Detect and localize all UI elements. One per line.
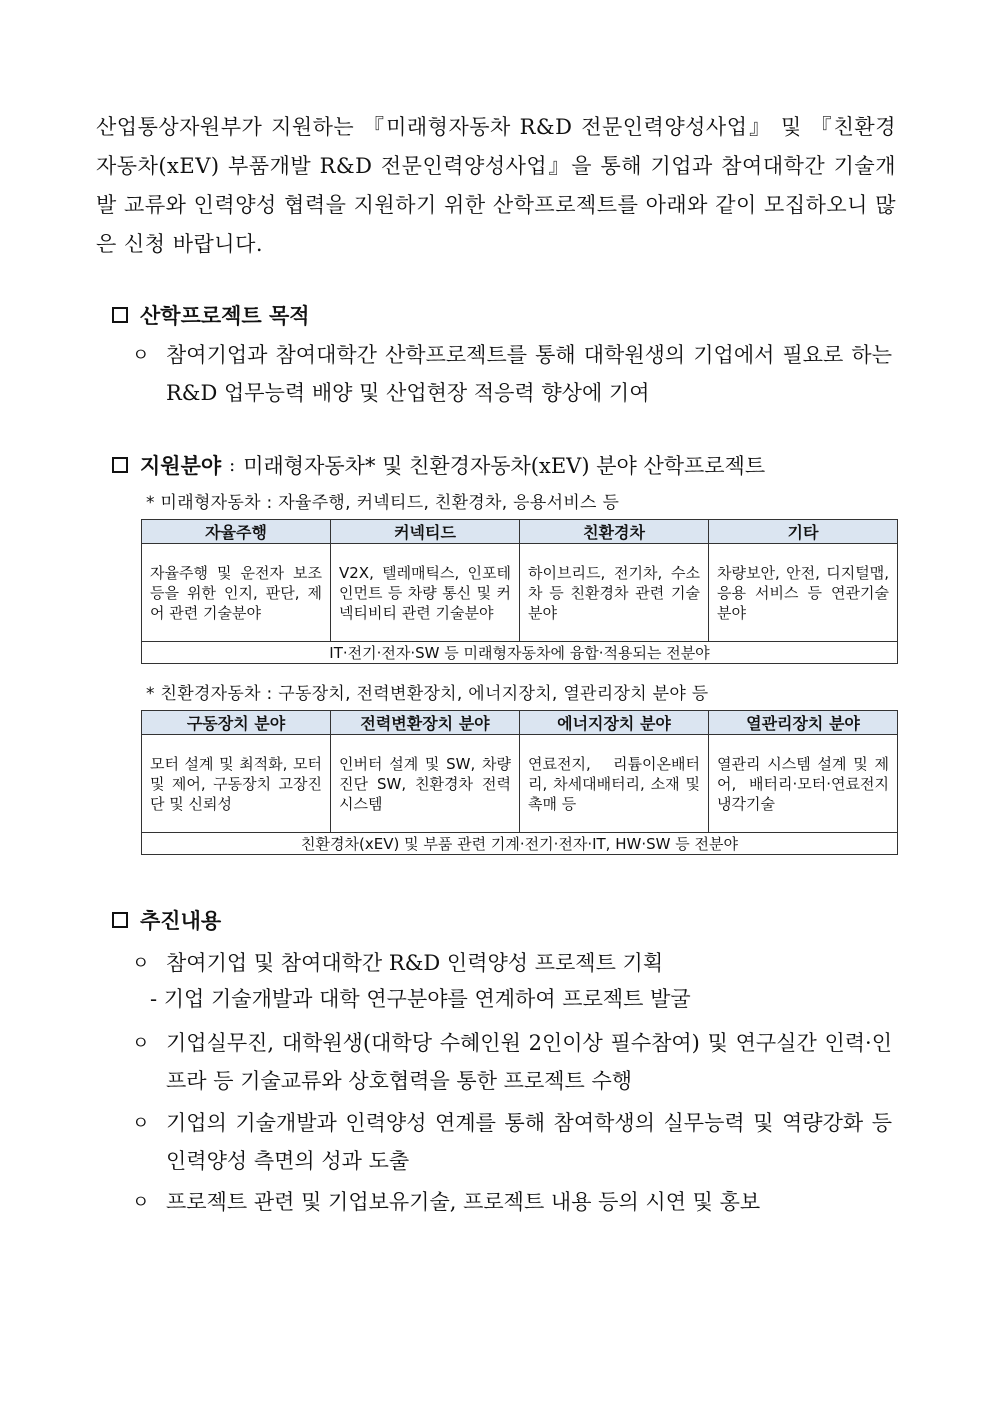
section-purpose-heading (112, 300, 310, 330)
bullet-mark: ㅇ (132, 953, 150, 974)
table-footer-row (142, 833, 898, 855)
bullet-mark: ㅇ (132, 1192, 150, 1213)
table-footer-row (142, 642, 898, 664)
table-footer: 친환경차(xEV) 및 부품 관련 기계·전기·전자·IT, HW·SW 등 전분야 (142, 833, 898, 855)
table-row (142, 544, 898, 642)
table-header-row (142, 711, 898, 735)
content-sub-item: - 기업 기술개발과 대학 연구분야를 연계하여 프로젝트 발굴 (150, 987, 691, 1011)
bullet-mark: ㅇ (132, 1113, 150, 1134)
content-bullet (132, 1183, 892, 1222)
table-cell: 하이브리드, 전기차, 수소차 등 친환경차 관련 기술분야 (520, 544, 709, 642)
eco-car-note: * 친환경자동차 : 구동장치, 전력변환장치, 에너지장치, 열관리장치 분야 등 (146, 684, 709, 704)
checkbox-square-icon (112, 457, 128, 473)
section-purpose-title: 산학프로젝트 목적 (140, 303, 310, 328)
table-cell: 자율주행 및 운전자 보조 등을 위한 인지, 판단, 제어 관련 기술분야 (142, 544, 331, 642)
table-cell: V2X, 텔레매틱스, 인포테인먼트 등 차량 통신 및 커넥티비티 관련 기술분야 (331, 544, 520, 642)
table-cell: 모터 설계 및 최적화, 모터 및 제어, 구동장치 고장진단 및 신뢰성 (142, 735, 331, 833)
table-cell: 인버터 설계 및 SW, 차량진단 SW, 친환경차 전력시스템 (331, 735, 520, 833)
content-bullet (132, 1024, 892, 1100)
table-row (142, 735, 898, 833)
content-bullet-text: 기업의 기술개발과 인력양성 연계를 통해 참여학생의 실무능력 및 역량강화 등 인력양성 측면의 성과 도출 (166, 1111, 892, 1173)
content-bullet-text: 기업실무진, 대학원생(대학당 수혜인원 2인이상 필수참여) 및 연구실간 인력·인프라 등 기술교류와 상호협력을 통한 프로젝트 수행 (166, 1031, 892, 1093)
section-support-heading (112, 450, 765, 480)
table-cell: 차량보안, 안전, 디지털맵, 응용 서비스 등 연관기술 분야 (709, 544, 898, 642)
section-support-subtitle: 미래형자동차* 및 친환경자동차(xEV) 분야 산학프로젝트 (243, 454, 766, 478)
future-car-note: * 미래형자동차 : 자율주행, 커넥티드, 친환경차, 응용서비스 등 (146, 493, 620, 513)
future-car-table (141, 519, 898, 664)
section-content-heading (112, 905, 221, 935)
table-header: 자율주행 (142, 520, 331, 544)
table-header: 친환경차 (520, 520, 709, 544)
table-header: 에너지장치 분야 (520, 711, 709, 735)
purpose-bullet-text: 참여기업과 참여대학간 산학프로젝트를 통해 대학원생의 기업에서 필요로 하는 R&D 업무능력 배양 및 산업현장 적응력 향상에 기여 (166, 343, 892, 405)
checkbox-square-icon (112, 307, 128, 323)
intro-paragraph: 산업통상자원부가 지원하는 『미래형자동차 R&D 전문인력양성사업』 및 『친환경자동차(xEV) 부품개발 R&D 전문인력양성사업』을 통해 기업과 참여대학간 기술개발 교류와 인력양성 협력을 지원하기 위한 산학프로젝트를 아래와 같이 모집하오니 많은 신청 바랍니다. (96, 115, 896, 256)
content-bullet (132, 1104, 892, 1180)
section-support-title: 지원분야 (140, 453, 222, 478)
table-header: 구동장치 분야 (142, 711, 331, 735)
table-footer: IT·전기·전자·SW 등 미래형자동차에 융합·적용되는 전분야 (142, 642, 898, 664)
table-header: 전력변환장치 분야 (331, 711, 520, 735)
table-header: 기타 (709, 520, 898, 544)
eco-car-table (141, 710, 898, 855)
table-cell: 연료전지, 리튬이온배터리, 차세대배터리, 소재 및 촉매 등 (520, 735, 709, 833)
purpose-bullet (132, 336, 892, 412)
content-bullet-text: 참여기업 및 참여대학간 R&D 인력양성 프로젝트 기획 (166, 951, 664, 975)
bullet-mark: ㅇ (132, 345, 150, 366)
checkbox-square-icon (112, 912, 128, 928)
section-content-title: 추진내용 (140, 908, 222, 933)
table-cell: 열관리 시스템 설계 및 제어, 배터리·모터·연료전지 냉각기술 (709, 735, 898, 833)
content-bullet (132, 944, 892, 983)
table-header-row (142, 520, 898, 544)
bullet-mark: ㅇ (132, 1033, 150, 1054)
section-support-colon: : (229, 454, 236, 476)
table-header: 열관리장치 분야 (709, 711, 898, 735)
table-header: 커넥티드 (331, 520, 520, 544)
content-bullet-text: 프로젝트 관련 및 기업보유기술, 프로젝트 내용 등의 시연 및 홍보 (166, 1190, 761, 1214)
